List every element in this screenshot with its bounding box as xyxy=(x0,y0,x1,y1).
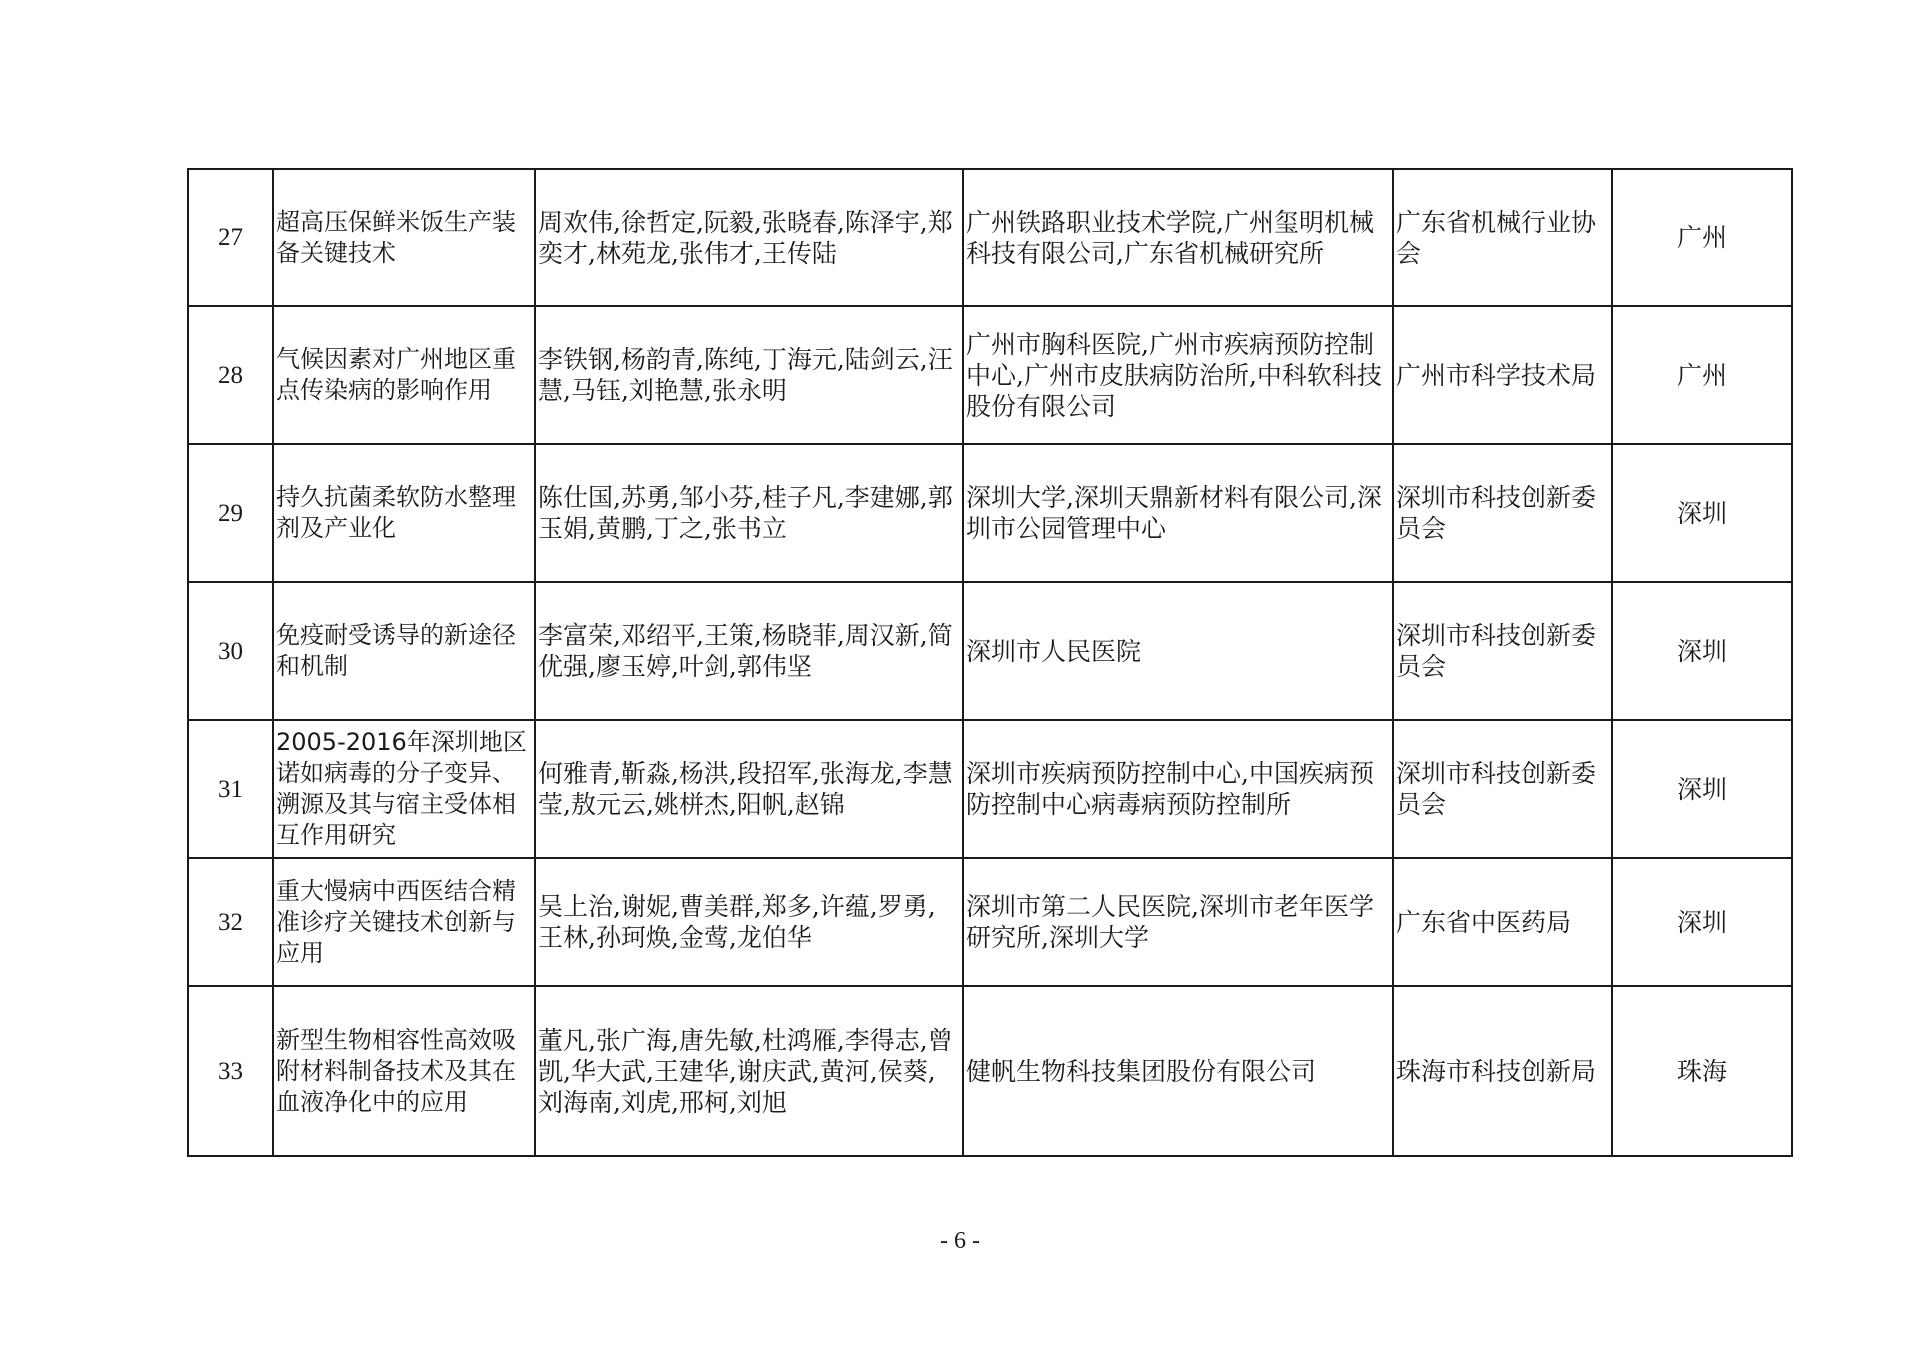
row-number: 33 xyxy=(188,986,273,1156)
region: 深圳 xyxy=(1612,720,1792,858)
table-row xyxy=(188,986,1792,1156)
project-name: 重大慢病中西医结合精准诊疗关键技术创新与应用 xyxy=(273,858,535,986)
table-row xyxy=(188,720,1792,858)
project-name: 气候因素对广州地区重点传染病的影响作用 xyxy=(273,306,535,444)
main-contributors: 李铁钢,杨韵青,陈纯,丁海元,陆剑云,汪慧,马钰,刘艳慧,张永明 xyxy=(535,306,963,444)
project-name: 2005-2016年深圳地区诺如病毒的分子变异、溯源及其与宿主受体相互作用研究 xyxy=(273,720,535,858)
table-row xyxy=(188,444,1792,582)
row-number: 27 xyxy=(188,169,273,306)
nominating-unit: 广州市科学技术局 xyxy=(1393,306,1612,444)
award-table xyxy=(187,168,1793,1157)
completing-units: 深圳大学,深圳天鼎新材料有限公司,深圳市公园管理中心 xyxy=(963,444,1393,582)
main-contributors: 吴上治,谢妮,曹美群,郑多,许蕴,罗勇,王林,孙珂焕,金莺,龙伯华 xyxy=(535,858,963,986)
main-contributors: 李富荣,邓绍平,王策,杨晓菲,周汉新,简优强,廖玉婷,叶剑,郭伟坚 xyxy=(535,582,963,720)
region: 深圳 xyxy=(1612,444,1792,582)
row-number: 31 xyxy=(188,720,273,858)
main-contributors: 周欢伟,徐哲定,阮毅,张晓春,陈泽宇,郑奕才,林苑龙,张伟才,王传陆 xyxy=(535,169,963,306)
row-number: 29 xyxy=(188,444,273,582)
completing-units: 深圳市疾病预防控制中心,中国疾病预防控制中心病毒病预防控制所 xyxy=(963,720,1393,858)
completing-units: 深圳市人民医院 xyxy=(963,582,1393,720)
nominating-unit: 深圳市科技创新委员会 xyxy=(1393,444,1612,582)
nominating-unit: 深圳市科技创新委员会 xyxy=(1393,720,1612,858)
region: 深圳 xyxy=(1612,582,1792,720)
project-name: 新型生物相容性高效吸附材料制备技术及其在血液净化中的应用 xyxy=(273,986,535,1156)
nominating-unit: 深圳市科技创新委员会 xyxy=(1393,582,1612,720)
row-number: 28 xyxy=(188,306,273,444)
region: 珠海 xyxy=(1612,986,1792,1156)
completing-units: 广州铁路职业技术学院,广州玺明机械科技有限公司,广东省机械研究所 xyxy=(963,169,1393,306)
nominating-unit: 广东省中医药局 xyxy=(1393,858,1612,986)
main-contributors: 陈仕国,苏勇,邹小芬,桂子凡,李建娜,郭玉娟,黄鹏,丁之,张书立 xyxy=(535,444,963,582)
completing-units: 深圳市第二人民医院,深圳市老年医学研究所,深圳大学 xyxy=(963,858,1393,986)
project-name: 持久抗菌柔软防水整理剂及产业化 xyxy=(273,444,535,582)
table-row xyxy=(188,858,1792,986)
project-name: 超高压保鲜米饭生产装备关键技术 xyxy=(273,169,535,306)
row-number: 32 xyxy=(188,858,273,986)
completing-units: 健帆生物科技集团股份有限公司 xyxy=(963,986,1393,1156)
nominating-unit: 珠海市科技创新局 xyxy=(1393,986,1612,1156)
row-number: 30 xyxy=(188,582,273,720)
completing-units: 广州市胸科医院,广州市疾病预防控制中心,广州市皮肤病防治所,中科软科技股份有限公司 xyxy=(963,306,1393,444)
region: 深圳 xyxy=(1612,858,1792,986)
table-row xyxy=(188,169,1792,306)
table-row xyxy=(188,582,1792,720)
project-name: 免疫耐受诱导的新途径和机制 xyxy=(273,582,535,720)
page-number: - 6 - xyxy=(940,1228,980,1254)
nominating-unit: 广东省机械行业协会 xyxy=(1393,169,1612,306)
table-row xyxy=(188,306,1792,444)
region: 广州 xyxy=(1612,306,1792,444)
main-contributors: 何雅青,靳淼,杨洪,段招军,张海龙,李慧莹,敖元云,姚栟杰,阳帆,赵锦 xyxy=(535,720,963,858)
region: 广州 xyxy=(1612,169,1792,306)
main-contributors: 董凡,张广海,唐先敏,杜鸿雁,李得志,曾凯,华大武,王建华,谢庆武,黄河,侯葵,刘海南,刘虎,邢柯,刘旭 xyxy=(535,986,963,1156)
